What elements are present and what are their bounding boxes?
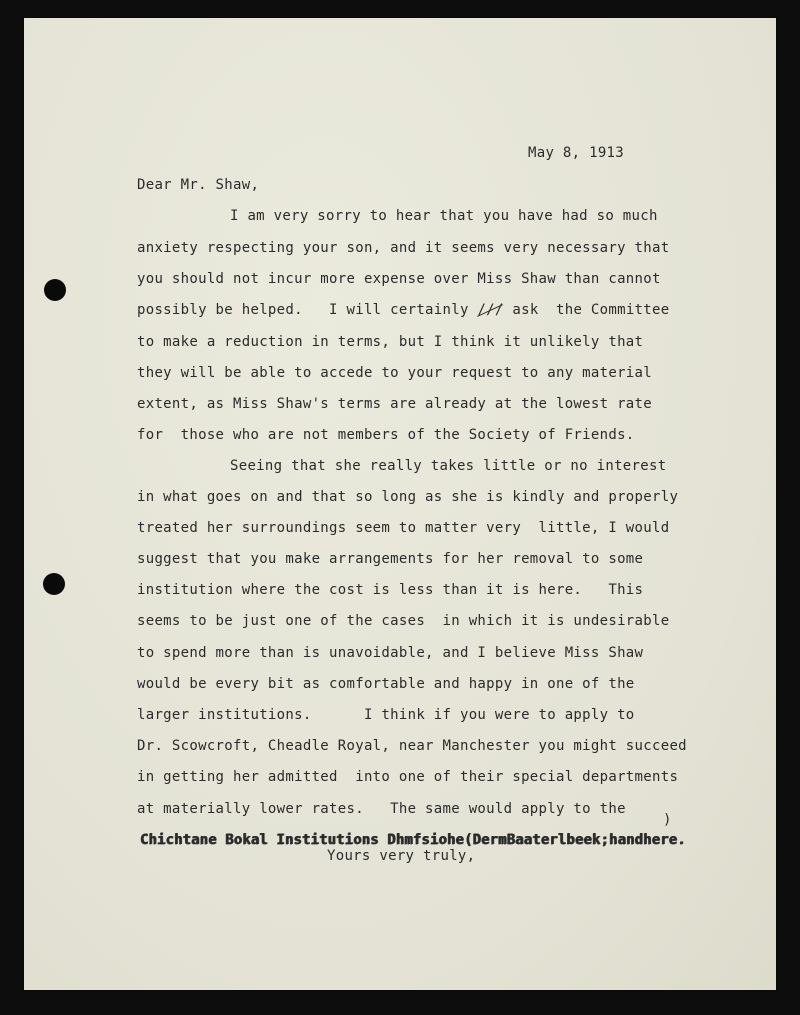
body-line: I am very sorry to hear that you have had so much bbox=[230, 208, 658, 224]
body-line: you should not incur more expense over Miss Shaw than cannot bbox=[137, 271, 661, 287]
body-line: larger institutions. I think if you were to apply to bbox=[137, 707, 635, 723]
body-line bbox=[137, 302, 669, 318]
body-line: treated her surroundings seem to matter very little, I would bbox=[137, 520, 670, 536]
body-line: in getting her admitted into one of their special departments bbox=[137, 769, 679, 785]
parenthesis-mark: ) bbox=[663, 812, 672, 828]
body-line: Dr. Scowcroft, Cheadle Royal, near Manchester you might succeed bbox=[137, 738, 687, 754]
salutation: Dear Mr. Shaw, bbox=[137, 177, 260, 193]
body-line: Seeing that she really takes little or no interest bbox=[230, 458, 667, 474]
body-line: seems to be just one of the cases in which it is undesirable bbox=[137, 613, 670, 629]
body-line: in what goes on and that so long as she is kindly and properly bbox=[137, 489, 679, 505]
body-line: anxiety respecting your son, and it seems very necessary that bbox=[137, 240, 670, 256]
body-line: suggest that you make arrangements for her removal to some bbox=[137, 551, 644, 567]
body-line: at materially lower rates. The same would apply to the bbox=[137, 801, 626, 817]
punch-hole-bottom bbox=[43, 573, 65, 595]
body-line: institution where the cost is less than it is here. This bbox=[137, 582, 644, 598]
body-line: for those who are not members of the Society of Friends. bbox=[137, 427, 635, 443]
overtyped-line: Chichtane Bokal Institutions Dhmfsiohe(DermBaaterlbeek;handhere. bbox=[140, 832, 686, 848]
body-line: extent, as Miss Shaw's terms are already at the lowest rate bbox=[137, 396, 652, 412]
letter-date: May 8, 1913 bbox=[528, 145, 625, 161]
body-line: they will be able to accede to your request to any material bbox=[137, 365, 652, 381]
body-line-start: possibly be helped. I will certainly bbox=[137, 302, 469, 318]
body-line: to spend more than is unavoidable, and I believe Miss Shaw bbox=[137, 645, 644, 661]
struck-out-word: /// bbox=[477, 302, 504, 318]
punch-hole-top bbox=[44, 279, 66, 301]
body-line: to make a reduction in terms, but I think it unlikely that bbox=[137, 334, 644, 350]
body-line: would be every bit as comfortable and happy in one of the bbox=[137, 676, 635, 692]
body-line-end: ask the Committee bbox=[512, 302, 670, 318]
closing: Yours very truly, bbox=[327, 848, 476, 864]
